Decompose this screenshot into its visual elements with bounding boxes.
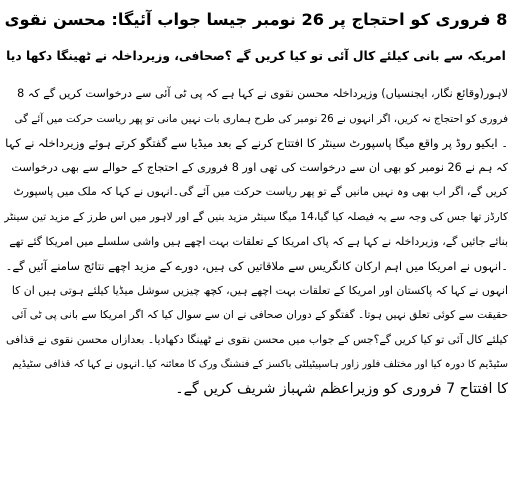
body-line: کا افتتاح 7 فروری کو وزیراعظم شہباز شریف کریں گے۔: [175, 381, 508, 398]
headline-secondary: امریکہ سے بانی کیلئے کال آئی تو کیا کریں گے ؟صحافی، وزیرداخلہ نے ٹھینگا دکھا دیا: [6, 49, 506, 63]
body-line: ۔ ایکیو روڈ پر واقع میگا پاسپورٹ سینٹر کا افتتاح کرنے کے بعد میڈیا سے گفتگو کرتے ہوئے وزیرداخلہ نے کہا: [5, 136, 508, 151]
body-line: بنائے جائیں گے، وزیرداخلہ نے کہا ہے کہ پاک امریکا کے تعلقات بہت اچھے ہیں واشی سلسلے میں امریکا گئے تھے: [9, 234, 508, 248]
body-line: فروری کو احتجاج نہ کریں، اگر انہوں نے 26 نومبر کی طرح ہماری بات نہیں مانی تو پھر ریاست حرکت میں آئے گی: [14, 112, 508, 125]
body-line: کارڈز تھا جس کی وجہ سے یہ فیصلہ کیا گیا،14 میگا سینٹر مزید بنیں گے اور لاہور میں اس طرز کے مزید تین سینٹر: [4, 210, 508, 223]
body-line: کہ ہم نے 26 نومبر کو بھی ان سے درخواست کی تھی اور 8 فروری کے احتجاج کے حوالے سے بھی درخواست: [11, 160, 508, 174]
body-line: ۔انہوں نے امریکا میں اہم ارکان کانگریس سے ملاقاتیں کی ہیں، دورے کے مزید اچھے نتائج سامنے آئیں گے۔: [5, 259, 508, 274]
news-article: [4, 2, 508, 500]
body-line: کریں گے، اگر اب بھی وہ نہیں مانیں گے تو پھر ریاست حرکت میں آئے گی۔انہوں نے کہا کہ ملک میں پاسپورٹ: [13, 185, 508, 199]
article-body: [4, 82, 508, 402]
body-line: انہوں نے کہا کہ پاکستان اور امریکا کے تعلقات بہت اچھے ہیں، کچھ چیزیں سوشل میڈیا کیلئے ہوتی ہیں ان کا: [11, 283, 508, 297]
body-line: لاہور(وقائع نگار، ایجنسیاں) وزیرداخلہ محسن نقوی نے کہا ہے کہ پی ٹی آئی سے درخواست کریں گے کہ 8: [17, 87, 508, 100]
body-line: حقیقت سے کوئی تعلق نہیں ہوتا۔ گفتگو کے دوران صحافی نے ان سے سوال کیا کہ اگر امریکا سے بانی پی ٹی آئی: [11, 309, 508, 322]
body-line: کیلئے کال آئی تو کیا کریں گے؟جس کے جواب میں محسن نقوی نے ٹھینگا دکھادیا۔ بعدازاں محسن نقوی نے قذافی: [5, 332, 508, 346]
headline-primary: 8 فروری کو احتجاج پر 26 نومبر جیسا جواب آئیگا: محسن نقوی: [4, 10, 508, 29]
body-line: سٹیڈیم کا دورہ کیا اور مختلف فلور زاور ہاسپیٹیلٹی باکسز کے فنشنگ ورک کا معائنہ کیا۔انہوں نے کہا کہ قذافی سٹیڈیم: [12, 358, 508, 370]
